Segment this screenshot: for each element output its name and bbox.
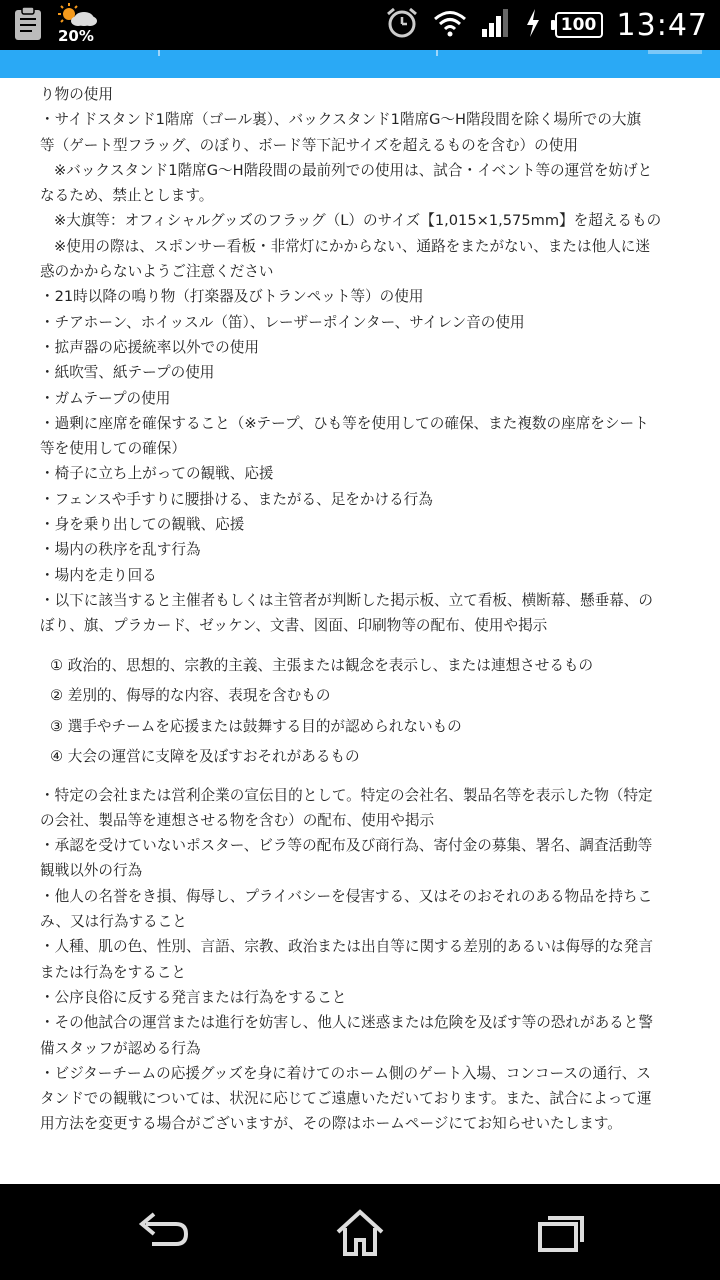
weather-widget [58, 3, 102, 47]
home-icon [330, 1206, 390, 1258]
text-line: ・その他試合の運営または進行を妨害し、他人に迷惑または危険を及ぼす等の恐れがあると警 [40, 1014, 653, 1032]
numbered-item: ① 政治的、思想的、宗教的主義、主張または観念を表示し、または連想させるもの [50, 656, 594, 674]
charging-icon [525, 9, 541, 41]
home-button[interactable] [330, 1206, 390, 1258]
text-line: ※使用の際は、スポンサー看板・非常灯にかからない、通路をまたがない、または他人に迷 [54, 237, 650, 255]
text-line: 等（ゲート型フラッグ、のぼり、ボード等下記サイズを超えるものを含む）の使用 [40, 136, 578, 154]
text-line: ・場内の秩序を乱す行為 [40, 541, 201, 559]
weather-icon [58, 3, 102, 29]
wifi-icon [433, 9, 467, 41]
spacer [0, 639, 720, 651]
temperature-text: 20% [58, 27, 94, 45]
text-line: ・紙吹雪、紙テープの使用 [40, 364, 215, 382]
text-line: ・ガムテープの使用 [40, 389, 171, 407]
text-line: または行為をすること [40, 963, 186, 981]
text-line: 等を使用しての確保） [40, 440, 186, 458]
recent-apps-icon [530, 1206, 590, 1258]
battery-level: 100 [560, 15, 597, 35]
text-line: ※大旗等：オフィシャルグッズのフラッグ（L）のサイズ【1,015×1,575mm】を超えるもの [54, 212, 662, 230]
back-icon [132, 1206, 192, 1258]
text-line: タンドでの観戦については、状況に応じてご遠慮いただいております。また、試合によって運 [40, 1090, 652, 1108]
tab-indicator [648, 50, 702, 54]
signal-icon [481, 9, 511, 41]
rules-content [0, 82, 720, 1182]
clipboard-notification-icon [12, 5, 44, 45]
tab-divider [158, 50, 160, 56]
text-line: 用方法を変更する場合がございますが、その際はホームページにてお知らせいたします。 [40, 1115, 622, 1133]
text-line: 備スタッフが認める行為 [40, 1039, 201, 1057]
text-line: ※バックスタンド1階席G～H階段間の最前列での使用は、試合・イベント等の運営を妨げと [54, 161, 653, 179]
text-line: ・特定の会社または営利企業の宣伝目的として。特定の会社名、製品名等を表示した物（特定 [40, 786, 653, 804]
text-line: ・過剰に座席を確保すること（※テープ、ひも等を使用しての確保、また複数の座席をシート [40, 414, 649, 432]
text-line: ・承認を受けていないポスター、ビラ等の配布及び商行為、寄付金の募集、署名、調査活動等 [40, 837, 653, 855]
numbered-item: ② 差別的、侮辱的な内容、表現を含むもの [50, 687, 331, 705]
text-line: ・公序良俗に反する発言または行為をすること [40, 988, 347, 1006]
spacer [0, 773, 720, 783]
numbered-item: ③ 選手やチームを応援または鼓舞する目的が認められないもの [50, 717, 462, 735]
navigation-bar [0, 1184, 720, 1280]
numbered-item: ④ 大会の運営に支障を及ぼすおそれがあるもの [50, 748, 360, 766]
recent-apps-button[interactable] [530, 1206, 590, 1258]
status-bar [0, 0, 720, 50]
battery-icon [555, 12, 603, 38]
alarm-icon [385, 6, 419, 44]
text-line: ・他人の名誉をき損、侮辱し、プライバシーを侵害する、又はそのおそれのある物品を持ちこ [40, 887, 653, 905]
text-line: ・ビジターチームの応援グッズを身に着けてのホーム側のゲート入場、コンコースの通行、ス [40, 1064, 651, 1082]
text-line: ぼり、旗、プラカード、ゼッケン、文書、図面、印刷物等の配布、使用や掲示 [40, 617, 548, 635]
text-line: 惑のかからないようご注意ください [40, 263, 274, 281]
text-line: 観戦以外の行為 [40, 862, 143, 880]
back-button[interactable] [132, 1206, 192, 1258]
text-line: ・椅子に立ち上がっての観戦、応援 [40, 465, 274, 483]
text-line: ・人種、肌の色、性別、言語、宗教、政治または出自等に関する差別的あるいは侮辱的な発言 [40, 938, 653, 956]
app-bar [0, 50, 720, 78]
clock: 13:47 [616, 7, 708, 43]
text-line: ・身を乗り出しての観戦、応援 [40, 516, 245, 534]
tab-divider [436, 50, 438, 56]
text-line: み、又は行為すること [40, 913, 187, 931]
text-line: ・拡声器の応援統率以外での使用 [40, 338, 259, 356]
text-line: ・以下に該当すると主催者もしくは主管者が判断した掲示板、立て看板、横断幕、懸垂幕、の [40, 591, 653, 609]
text-line: ・場内を走り回る [40, 566, 157, 584]
text-line: ・21時以降の鳴り物（打楽器及びトランペット等）の使用 [40, 288, 424, 306]
text-line: ・フェンスや手すりに腰掛ける、またがる、足をかける行為 [40, 490, 433, 508]
text-line: なるため、禁止とします。 [40, 187, 214, 205]
text-line: の会社、製品等を連想させる物を含む）の配布、使用や掲示 [40, 811, 435, 829]
text-line: ・チアホーン、ホイッスル（笛）、レーザーポインター、サイレン音の使用 [40, 313, 525, 331]
text-line: り物の使用 [40, 86, 113, 103]
text-line: ・サイドスタンド1階席（ゴール裏）、バックスタンド1階席G～H階段間を除く場所での大旗 [40, 111, 642, 129]
